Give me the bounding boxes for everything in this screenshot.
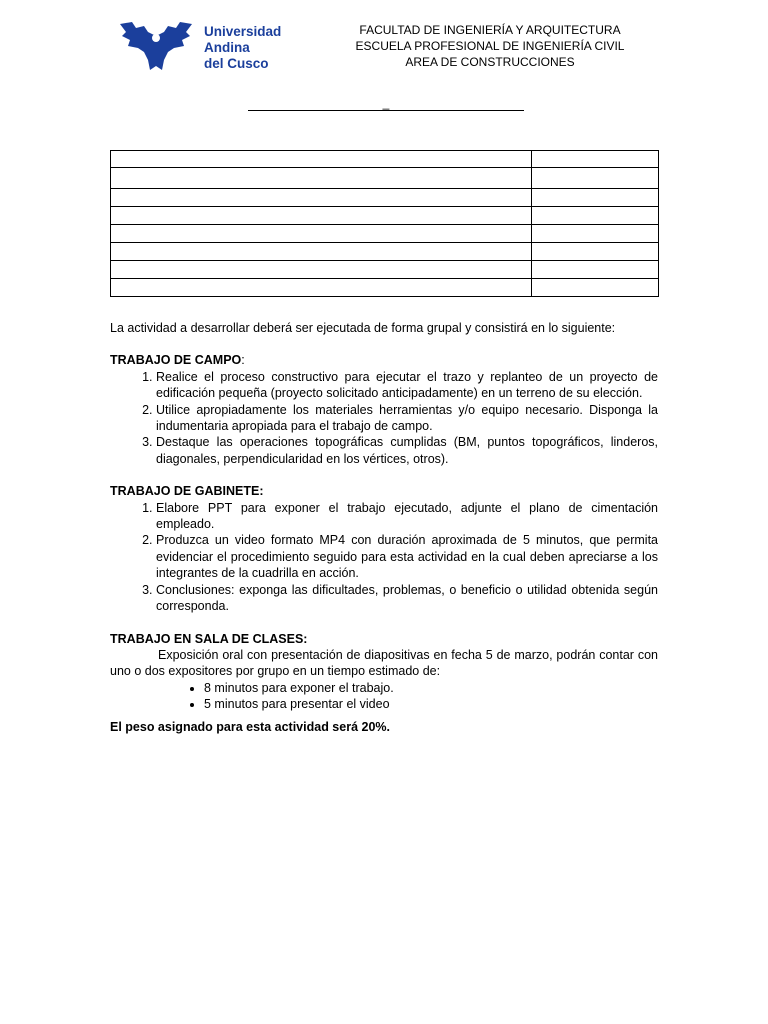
table-cell [532, 207, 659, 225]
area-name: AREA DE CONSTRUCCIONES [405, 55, 575, 69]
school-name: ESCUELA PROFESIONAL DE INGENIERÍA CIVIL [355, 39, 625, 53]
list-item: • 5 minutos para presentar el video [204, 696, 658, 712]
university-logo [118, 14, 318, 76]
table-row [111, 225, 659, 243]
campo-heading: TRABAJO DE CAMPO [110, 353, 242, 368]
table-cell [532, 189, 659, 207]
condor-emblem-icon [118, 18, 194, 74]
blank-form-table [110, 150, 659, 297]
list-item: 2. Produzca un video formato MP4 con duración aproximada de 5 minutos, que permita evidenciar el procedimiento seguido para esta actividad en la cual deben apreciarse a los integrantes de la cuadrilla en acción. [156, 532, 658, 581]
list-item: 2. Utilice apropiadamente los materiales herramientas y/o equipo necesario. Disponga la indumentaria apropiada para el trabajo de campo. [156, 402, 658, 435]
table-row [111, 189, 659, 207]
table-cell [532, 168, 659, 189]
table-cell [111, 225, 532, 243]
table-cell [532, 151, 659, 168]
list-item: 1. Realice el proceso constructivo para ejecutar el trazo y replanteo de un proyecto de edificación pequeña (proyecto solicitado anticipadamente) en un terreno de su elección. [156, 369, 658, 402]
title-blank-line: _ [248, 96, 524, 111]
campo-heading-line [110, 352, 658, 368]
intro-paragraph: La actividad a desarrollar deberá ser ejecutada de forma grupal y consistirá en lo siguiente: [110, 321, 616, 335]
campo-list [110, 369, 658, 467]
table-row [111, 261, 659, 279]
sala-bullets [110, 680, 658, 713]
document-body [110, 320, 658, 735]
campo-heading-colon: : [241, 353, 245, 368]
table-cell [111, 168, 532, 189]
logo-line-3: del Cusco [204, 56, 269, 71]
logo-wordmark [204, 24, 281, 72]
list-item: 3. Conclusiones: exponga las dificultades, problemas, o beneficio o utilidad obtenida según corresponda. [156, 582, 658, 615]
table-cell [532, 261, 659, 279]
gabinete-list [110, 500, 658, 615]
faculty-name: FACULTAD DE INGENIERÍA Y ARQUITECTURA [359, 23, 621, 37]
table-cell [111, 151, 532, 168]
list-item: • 8 minutos para exponer el trabajo. [204, 680, 658, 696]
weight-statement: El peso asignado para esta actividad será 20%. [110, 719, 390, 734]
table-cell [532, 279, 659, 297]
logo-line-1: Universidad [204, 24, 282, 39]
table-row [111, 243, 659, 261]
table-cell [111, 279, 532, 297]
table-cell [111, 189, 532, 207]
sala-heading: TRABAJO EN SALA DE CLASES: [110, 631, 308, 646]
document-header [330, 22, 650, 70]
table-row [111, 151, 659, 168]
table-row [111, 168, 659, 189]
table-cell [111, 261, 532, 279]
table-cell [111, 243, 532, 261]
table-cell [532, 243, 659, 261]
table-cell [111, 207, 532, 225]
gabinete-heading: TRABAJO DE GABINETE: [110, 484, 264, 499]
table-row [111, 279, 659, 297]
sala-paragraph: Exposición oral con presentación de diapositivas en fecha 5 de marzo, podrán contar con uno o dos expositores por grupo en un tiempo estimado de: [110, 647, 658, 679]
list-item: 3. Destaque las operaciones topográficas cumplidas (BM, puntos topográficos, linderos, diagonales, perpendicularidad en los vértices, otros). [156, 434, 658, 467]
logo-line-2: Andina [204, 40, 250, 55]
list-item: 1. Elabore PPT para exponer el trabajo ejecutado, adjunte el plano de cimentación empleado. [156, 500, 658, 533]
table-cell [532, 225, 659, 243]
table-row [111, 207, 659, 225]
